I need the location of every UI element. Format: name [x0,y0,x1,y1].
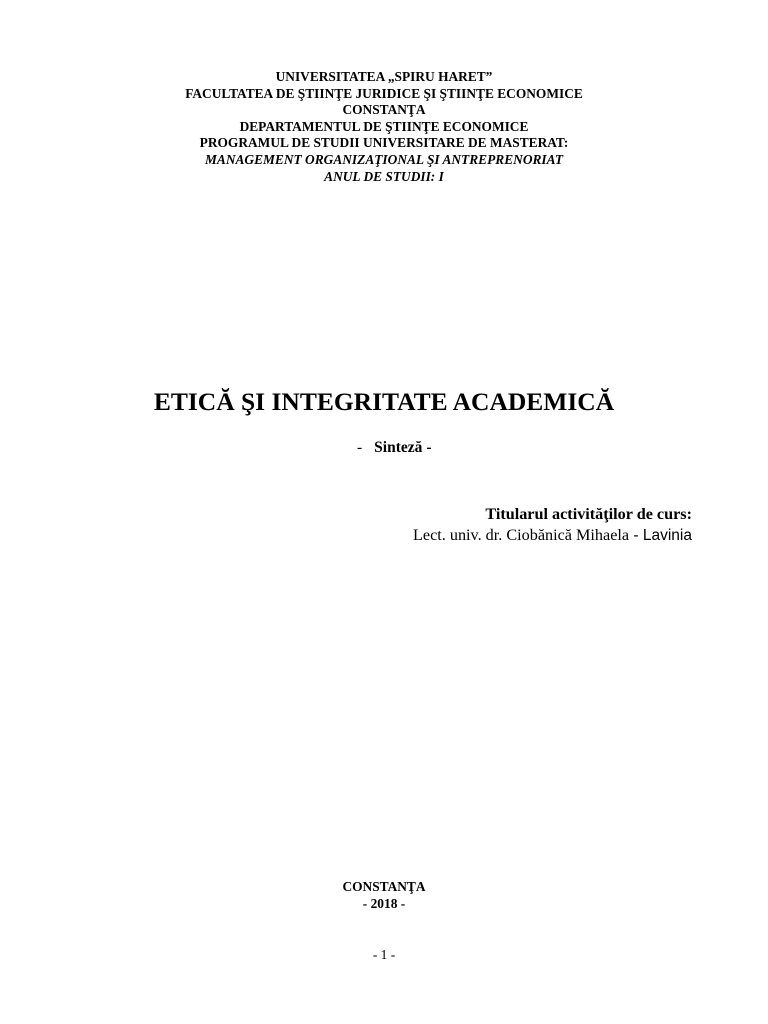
study-year: ANUL DE STUDII: I [324,168,444,184]
subtitle-text: Sinteză [374,439,423,456]
subtitle-dash-left: - [357,439,363,456]
specialization-name: MANAGEMENT ORGANIZAŢIONAL ŞI ANTREPRENORIAT [204,151,563,167]
institution-header [0,69,768,185]
header-city: CONSTANŢA [342,102,426,118]
study-program: PROGRAMUL DE STUDII UNIVERSITARE DE MASTERAT: [199,135,569,151]
course-holder-name: Lect. univ. dr. Ciobănică Mihaela [413,526,630,544]
footer-city: CONSTANŢA [342,879,426,894]
footer-year: - 2018 - [362,896,406,911]
place-and-year [0,878,768,912]
subtitle-dash-right: - [426,439,432,456]
page-number: - 1 - [372,947,396,962]
document-title: ETICĂ ŞI INTEGRITATE ACADEMICĂ [153,387,615,416]
faculty-name: FACULTATEA DE ŞTIINŢE JURIDICE ŞI ŞTIINŢE ECONOMICE [185,85,583,101]
department-name: DEPARTAMENTUL DE ŞTIINŢE ECONOMICE [239,118,529,134]
university-name: UNIVERSITATEA „SPIRU HARET” [275,69,493,84]
course-holder-name-line [413,525,692,546]
document-subtitle [357,438,432,458]
course-holder-role: Titularul activităţilor de curs: [485,505,692,523]
course-holder-name-suffix: - Lavinia [629,527,692,544]
course-holder [413,504,692,546]
